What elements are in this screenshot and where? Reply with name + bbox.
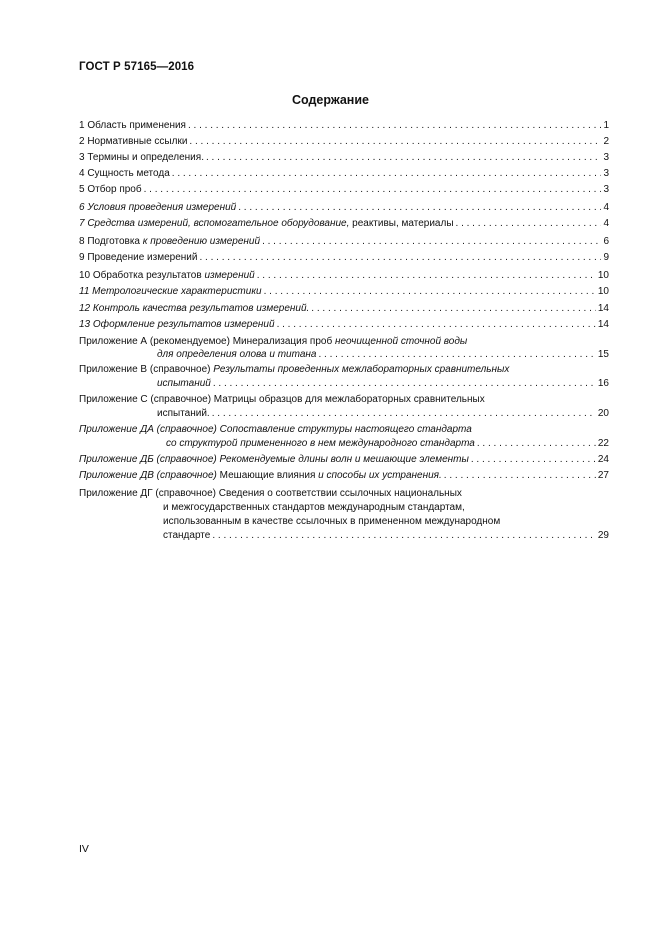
toc-page: 1 (603, 120, 609, 131)
toc-appendix-a-line1[interactable]: Приложение А (рекомендуемое) Минерализация проб неочищенной сточной воды (79, 336, 468, 347)
toc-appendix-dg[interactable]: стандарте . . . 29 (163, 528, 609, 544)
toc-appendix-dg-line1[interactable]: Приложение ДГ (справочное) Сведения о соответствии ссылочных национальных (79, 488, 462, 499)
toc-page: 3 (603, 168, 609, 179)
toc-entry-4[interactable]: 4 Сущность метода . . . 3 (79, 166, 609, 182)
toc-page: 15 (597, 349, 609, 360)
toc-page: 29 (597, 530, 609, 541)
toc-page: 4 (603, 218, 609, 229)
toc-page: 16 (597, 378, 609, 389)
toc-appendix-b-line1[interactable]: Приложение В (справочное) Результаты проведенных межлабораторных сравнительных (79, 364, 510, 375)
toc-appendix-da-line1[interactable]: Приложение ДА (справочное) Сопоставление структуры настоящего стандарта (79, 424, 472, 435)
toc-page: 9 (603, 252, 609, 263)
toc-appendix-dg-line2: и межгосударственных стандартов международным стандартам, (163, 502, 465, 513)
toc-entry-8[interactable]: 8 Подготовка к проведению измерений . . . 6 (79, 234, 609, 250)
toc-page: 10 (597, 270, 609, 281)
toc-page: 3 (603, 184, 609, 195)
document-code: ГОСТ Р 57165—2016 (79, 61, 195, 73)
toc-appendix-a[interactable]: для определения олова и титана . . . 15 (157, 347, 609, 363)
toc-entry-1[interactable]: 1 Область применения . . . 1 (79, 118, 609, 134)
page-number: IV (79, 843, 89, 855)
toc-page: 14 (597, 319, 609, 330)
toc-entry-3[interactable]: 3 Термины и определения. . . . 3 (79, 150, 609, 166)
toc-appendix-b[interactable]: испытаний . . . 16 (157, 376, 609, 392)
page-title: Содержание (291, 93, 369, 107)
toc-page: 6 (603, 236, 609, 247)
toc-page: 3 (603, 152, 609, 163)
toc-appendix-c-line1[interactable]: Приложение С (справочное) Матрицы образцов для межлабораторных сравнительных (79, 394, 485, 405)
toc-entry-13[interactable]: 13 Оформление результатов измерений . . . 14 (79, 317, 609, 333)
toc-page: 14 (597, 303, 609, 314)
toc-page: 20 (597, 408, 609, 419)
toc-entry-6[interactable]: 6 Условия проведения измерений . . . 4 (79, 200, 609, 216)
toc-entry-2[interactable]: 2 Нормативные ссылки . . . 2 (79, 134, 609, 150)
toc-page: 22 (597, 438, 609, 449)
toc-entry-10[interactable]: 10 Обработка результатов измерений . . . 10 (79, 268, 609, 284)
toc-page: 24 (597, 454, 609, 465)
toc-appendix-dv[interactable]: Приложение ДВ (справочное) Мешающие влияния и способы их устранения. . . . 27 (79, 468, 609, 484)
toc-appendix-dg-line3: использованным в качестве ссылочных в примененном международном (163, 516, 501, 527)
toc-appendix-c[interactable]: испытаний. . . . 20 (157, 406, 609, 422)
toc-entry-9[interactable]: 9 Проведение измерений . . . 9 (79, 250, 609, 266)
toc-entry-11[interactable]: 11 Метрологические характеристики . . . 10 (79, 284, 609, 300)
toc-page: 2 (603, 136, 609, 147)
toc-appendix-da[interactable]: со структурой примененного в нем международного стандарта . . . 22 (166, 436, 609, 452)
toc-page: 10 (597, 286, 609, 297)
toc-entry-7[interactable]: 7 Средства измерений, вспомогательное оборудование, реактивы, материалы . . . 4 (79, 216, 609, 232)
toc-page: 27 (597, 470, 609, 481)
toc-entry-12[interactable]: 12 Контроль качества результатов измерений. . . . 14 (79, 301, 609, 317)
toc-page: 4 (603, 202, 609, 213)
toc-appendix-db[interactable]: Приложение ДБ (справочное) Рекомендуемые длины волн и мешающие элементы . . . 24 (79, 452, 609, 468)
toc-entry-5[interactable]: 5 Отбор проб . . . 3 (79, 182, 609, 198)
